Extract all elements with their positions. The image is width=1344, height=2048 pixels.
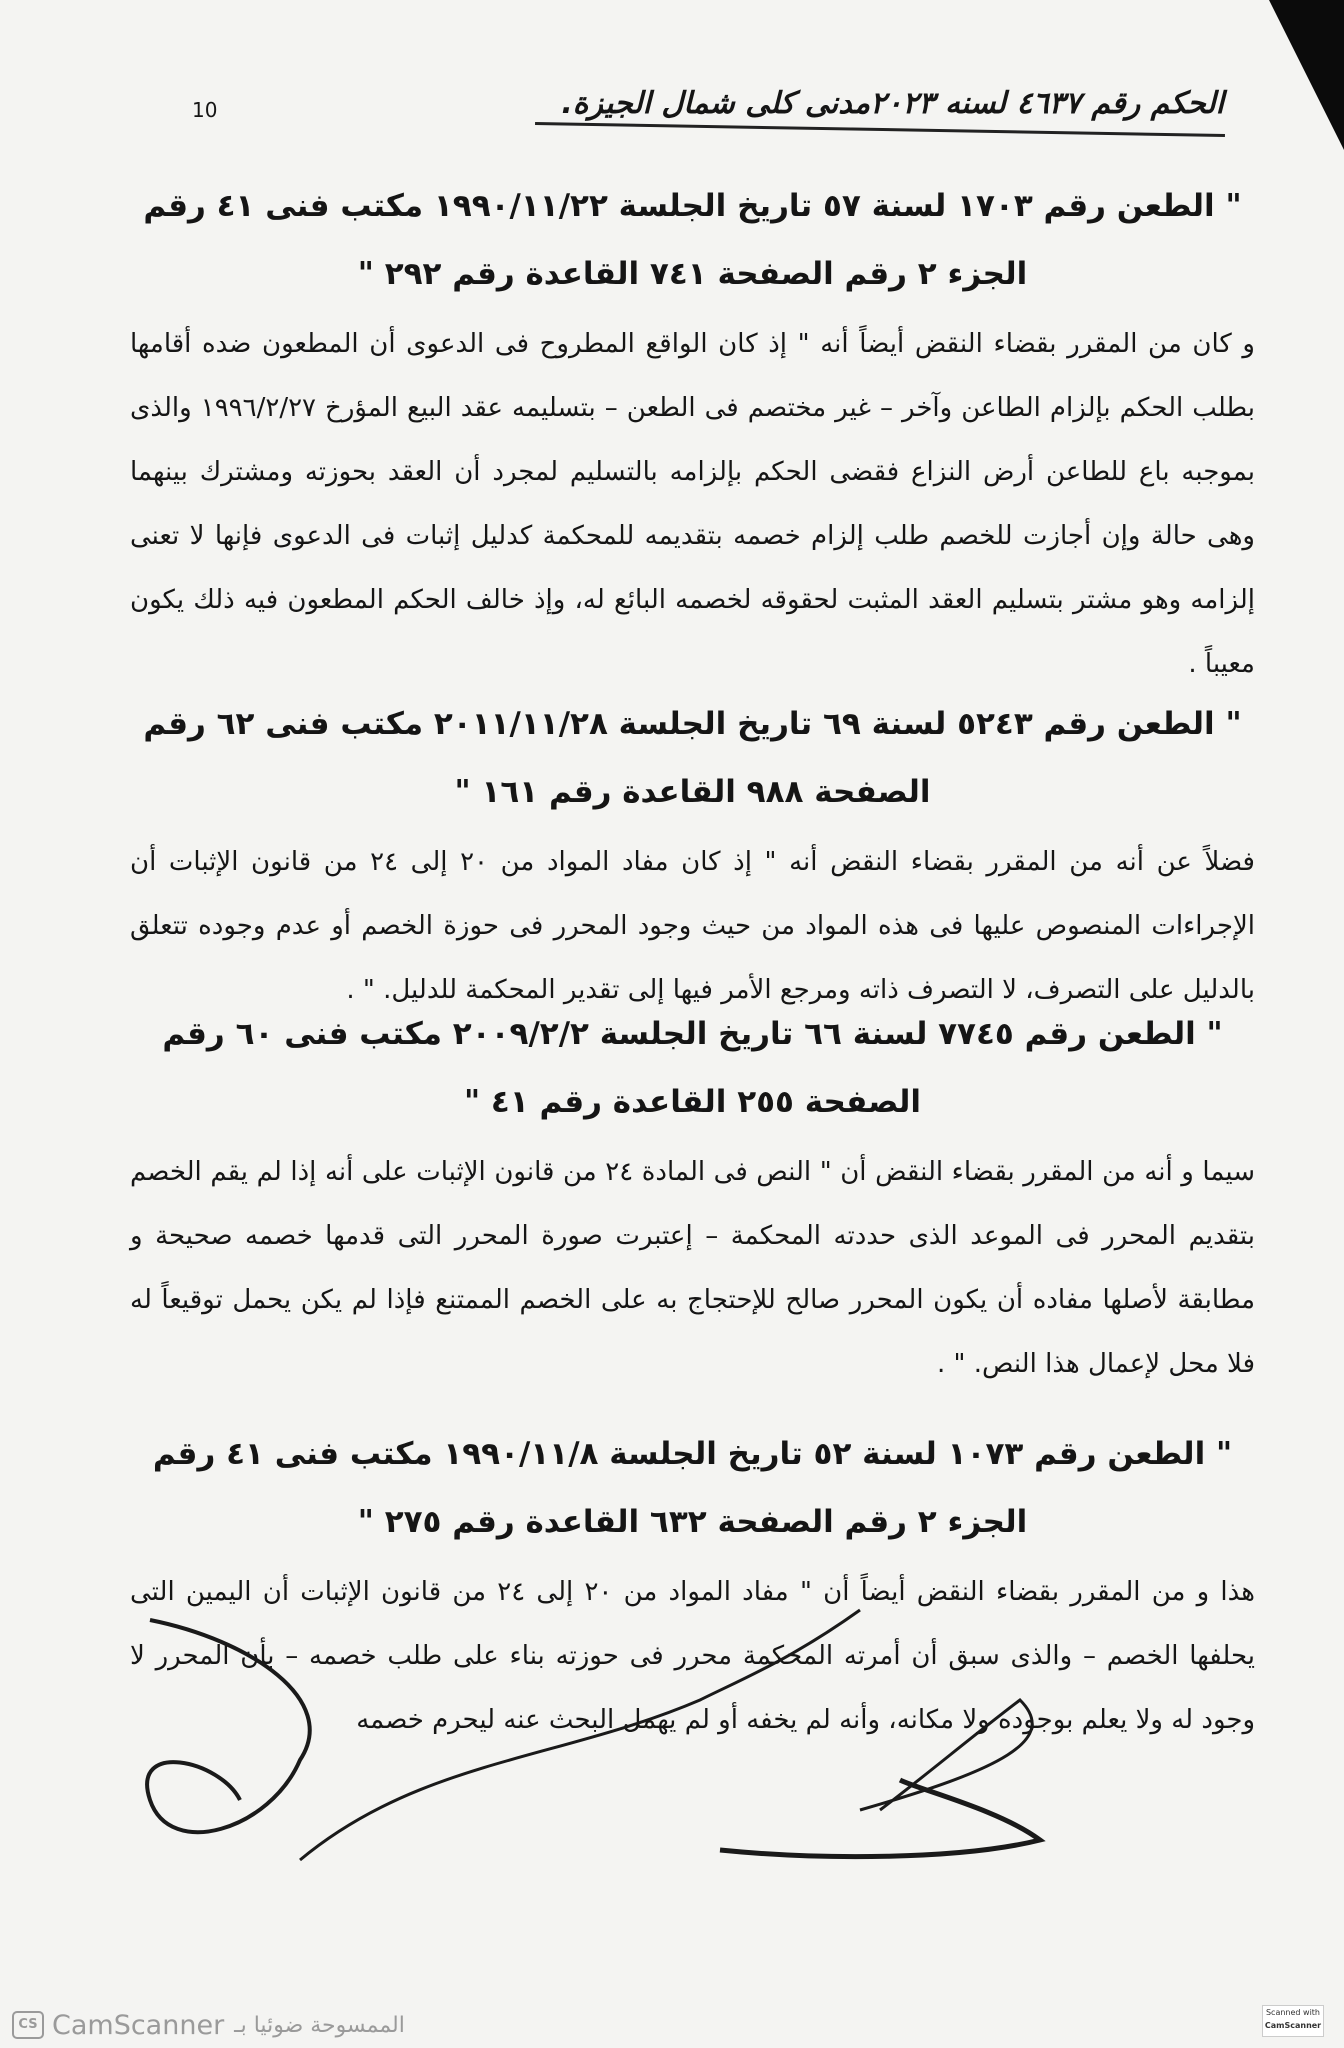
paragraph-4: هذا و من المقرر بقضاء النقض أيضاً أن " مفاد المواد من ٢٠ إلى ٢٤ من قانون الإثبات أن اليمين التى يحلفها الخصم – والذى سبق أن أمرته المحكمة محرر فى حوزته بناء على طلب خصمه – بأن المحرر لا وجود له ولا يعلم بوجوده ولا مكانه، وأنه لم يخفه أو لم يهمل البحث عنه ليحرم خصمه — [130, 1577, 1255, 1735]
paragraph-2: فضلاً عن أنه من المقرر بقضاء النقض أنه " إذ كان مفاد المواد من ٢٠ إلى ٢٤ من قانون الإثبات أن الإجراءات المنصوص عليها فى هذه المواد من حيث وجود المحرر فى حوزة الخصم أو عدم وجوده تتعلق بالدليل على التصرف، لا التصرف ذاته ومرجع الأمر فيها إلى تقدير المحكمة للدليل. " . — [130, 847, 1255, 1005]
paragraph-1: و كان من المقرر بقضاء النقض أيضاً أنه " إذ كان الواقع المطروح فى الدعوى أن المطعون ضده أقامها بطلب الحكم بإلزام الطاعن وآخر – غير مختصم فى الطعن – بتسليمه عقد البيع المؤرخ ١٩٩٦/٢/٢٧ والذى بموجبه باع للطاعن أرض النزاع فقضى الحكم بإلزامه بالتسليم لمجرد أن العقد بحوزته ومشترك بينهما وهى حالة وإن أجازت للخصم طلب إلزام خصمه بتقديمه للمحكمة كدليل إثبات فى الدعوى فإنها لا تعنى إلزامه وهو مشتر بتسليم العقد المثبت لحقوقه لخصمه البائع له، وإذ خالف الحكم المطعون فيه ذلك يكون معيباً . — [130, 329, 1255, 679]
page-number: 10 — [192, 98, 218, 122]
paragraph-3: سيما و أنه من المقرر بقضاء النقض أن " النص فى المادة ٢٤ من قانون الإثبات على أنه إذا لم يقم الخصم بتقديم المحرر فى الموعد الذى حددته المحكمة – إعتبرت صورة المحرر التى قدمها خصمه صحيحة و مطابقة لأصلها مفاده أن يكون المحرر صالح للإحتجاج به على الخصم الممتنع فإذا لم يكن يحمل توقيعاً له فلا محل لإعمال هذا النص. " . — [130, 1157, 1255, 1379]
citation-2: " الطعن رقم ٥٢٤٣ لسنة ٦٩ تاريخ الجلسة ٢٠١١/١١/٢٨ مكتب فنى ٦٢ رقم الصفحة ٩٨٨ القاعدة رقم ١٦١ " — [143, 706, 1242, 810]
camscanner-badge: Scanned with CamScanner — [1262, 2005, 1324, 2037]
case-header: الحكم رقم ٤٦٣٧ لسنه ٢٠٢٣مدنى كلى شمال الجيزة. — [561, 86, 1224, 121]
citation-1: " الطعن رقم ١٧٠٣ لسنة ٥٧ تاريخ الجلسة ١٩٩٠/١١/٢٢ مكتب فنى ٤١ رقم الجزء ٢ رقم الصفحة ٧٤١ القاعدة رقم ٢٩٢ " — [143, 188, 1242, 292]
camscanner-brand: CamScanner — [52, 2009, 225, 2041]
camscanner-watermark — [0, 2002, 460, 2048]
camscanner-logo-icon: CS — [12, 2011, 44, 2039]
citation-3: " الطعن رقم ٧٧٤٥ لسنة ٦٦ تاريخ الجلسة ٢٠٠٩/٢/٢ مكتب فنى ٦٠ رقم الصفحة ٢٥٥ القاعدة رقم ٤١ " — [162, 1016, 1223, 1120]
camscanner-caption: الممسوحة ضوئيا بـ — [234, 2012, 405, 2038]
citation-4: " الطعن رقم ١٠٧٣ لسنة ٥٢ تاريخ الجلسة ١٩٩٠/١١/٨ مكتب فنى ٤١ رقم الجزء ٢ رقم الصفحة ٦٣٢ القاعدة رقم ٢٧٥ " — [152, 1436, 1233, 1540]
